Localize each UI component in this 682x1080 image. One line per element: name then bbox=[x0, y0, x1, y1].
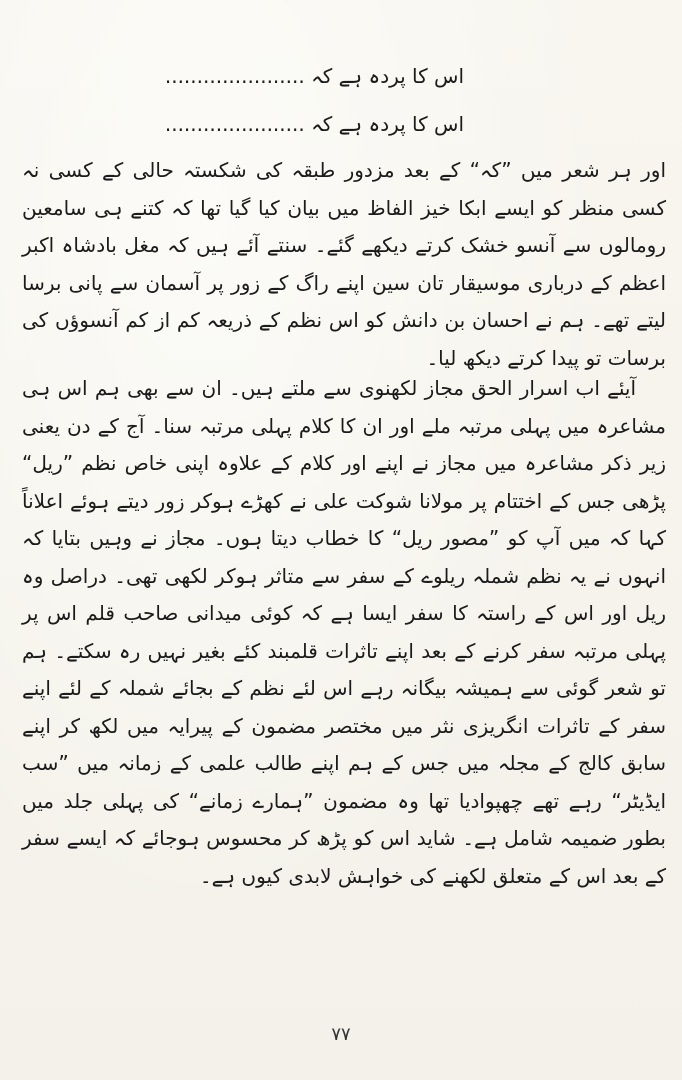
verse-line-2: اس کا پردہ ہے کہ ...................... bbox=[164, 112, 464, 136]
paragraph-1: اور ہر شعر میں ”کہ“ کے بعد مزدور طبقہ کی شکستہ حالی کے کسی نہ کسی منظر کو ایسے ابکا خیز الفاظ میں بیان کیا گیا تھا کہ کتنے ہی سامعین رومالوں سے آنسو خشک کرتے دیکھے گئے۔ سنتے آئے ہیں کہ مغل بادشاہ اکبر اعظم کے درباری موسیقار تان سین اپنے راگ کے زور پر آسمان سے پانی برسا لیتے تھے۔ ہم نے احسان بن دانش کو اس نظم کے ذریعہ کم از کم آنسوؤں کی برسات تو پیدا کرتے دیکھ لیا۔ bbox=[22, 158, 666, 370]
page-number: ۷۷ bbox=[331, 1024, 351, 1045]
paragraph-2: آیئے اب اسرار الحق مجاز لکھنوی سے ملتے ہیں۔ ان سے بھی ہم اس ہی مشاعرہ میں پہلی مرتبہ ملے اور ان کا کلام پہلی مرتبہ سنا۔ آج کے دن یعنی زیر ذکر مشاعرہ میں مجاز نے اپنے اور کلام کے علاوہ اپنی خاص نظم ”ریل“ پڑھی جس کے اختتام پر مولانا شوکت علی نے کھڑے ہوکر زور دیتے ہوئے اعلاناً کہا کہ میں آپ کو ”مصور ریل“ کا خطاب دیتا ہوں۔ مجاز نے وہیں بتایا کہ انہوں نے یہ نظم شملہ ریلوے کے سفر سے متاثر ہوکر لکھی تھی۔ دراصل وہ ریل اور اس کے راستہ کا سفر ایسا ہے کہ کوئی میدانی صاحب قلم اس پر پہلی مرتبہ سفر کرنے کے بعد اپنے تاثرات قلمبند کئے بغیر نہیں رہ سکتے۔ ہم تو شعر گوئی سے ہمیشہ بیگانہ رہے اس لئے نظم کے بجائے شملہ کے لئے اپنے سفر کے تاثرات انگریزی نثر میں مختصر مضمون کے پیرایہ میں لکھ کر اپنے سابق کالج کے مجلہ میں جس کے ہم اپنے طالب علمی کے زمانہ میں ”سب ایڈیٹر“ رہے تھے چھپوادیا تھا وہ مضمون ”ہمارے زمانے“ کی پہلی جلد میں بطور ضمیمہ شامل ہے۔ شاید اس کو پڑھ کر محسوس ہوجائے کہ ایسے سفر کے بعد اس کے متعلق لکھنے کی خواہش لابدی کیوں ہے۔ bbox=[22, 376, 666, 888]
verse-line-1: اس کا پردہ ہے کہ ...................... bbox=[164, 64, 464, 88]
